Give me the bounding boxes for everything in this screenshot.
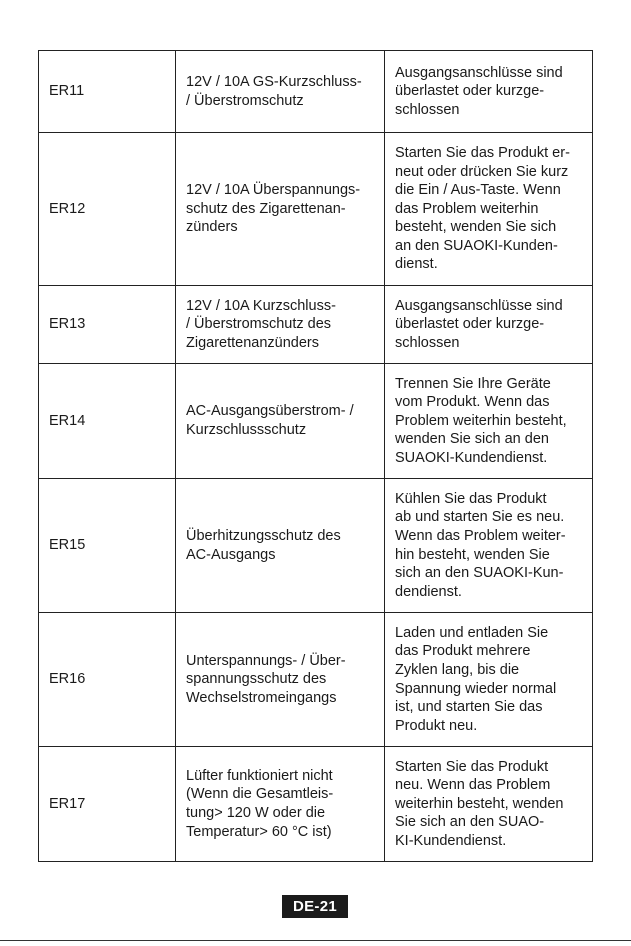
solution-text-line: Zyklen lang, bis die [395,661,520,678]
solution-text-line: hin besteht, wenden Sie [395,546,550,563]
fault-text-line: (Wenn die Gesamtleis- [186,786,334,803]
solution-text-line: weiterhin besteht, wenden [395,795,564,812]
solution-text-line: das Problem weiterhin [395,200,539,217]
solution-text-line: schlossen [395,334,460,351]
fault-text-line: spannungsschutz des [186,671,327,688]
fault-text-line: Temperatur> 60 °C ist) [186,823,332,840]
fault-description-cell [176,747,385,862]
solution-text-line: Ausgangsanschlüsse sind [395,297,563,314]
solution-text-line: Trennen Sie Ihre Geräte [395,375,551,392]
fault-description-cell [176,51,385,133]
fault-text-line: 12V / 10A Überspannungs- [186,182,361,199]
fault-description-cell [176,479,385,613]
solution-text-line: wenden Sie sich an den [395,431,549,448]
fault-description-cell [176,286,385,364]
solution-text-line: Laden und entladen Sie [395,624,549,641]
fault-description-cell [176,364,385,479]
solution-text-line: Sie sich an den SUAO- [395,814,545,831]
page-number-badge: DE-21 [282,895,348,918]
error-code-cell: ER11 [39,51,176,133]
error-code-cell: ER13 [39,286,176,364]
bottom-divider [0,940,631,941]
fault-text-line: tung> 120 W oder die [186,805,326,821]
solution-cell [385,747,593,862]
solution-text-line: besteht, wenden Sie sich [395,219,557,236]
solution-text-line: das Produkt mehrere [395,643,531,660]
solution-text-line: Ausgangsanschlüsse sind [395,64,563,81]
fault-text-line: AC-Ausgangs [186,546,276,563]
table-row [39,613,593,747]
fault-text-line: / Überstromschutz [186,92,304,109]
table-row [39,747,593,862]
solution-text-line: Produkt neu. [395,717,478,734]
fault-description-cell [176,133,385,286]
solution-text-line: KI-Kundendienst. [395,832,507,849]
solution-text-line: Wenn das Problem weiter- [395,527,566,544]
solution-text-line: Problem weiterhin besteht, [395,412,567,429]
solution-text-line: neu. Wenn das Problem [395,777,551,794]
fault-text-line: Zigarettenanzünders [186,334,319,351]
error-code-cell: ER12 [39,133,176,286]
solution-text-line: ist, und starten Sie das [395,699,543,716]
solution-text-line: schlossen [395,101,460,118]
fault-text-line: schutz des Zigarettenan- [186,200,346,217]
error-table-body [39,51,593,862]
table-row [39,51,593,133]
solution-cell [385,479,593,613]
error-code-cell: ER17 [39,747,176,862]
solution-text-line: überlastet oder kurzge- [395,316,545,333]
solution-text-line: Starten Sie das Produkt [395,758,549,775]
solution-text-line: Kühlen Sie das Produkt [395,490,547,507]
fault-text-line: Lüfter funktioniert nicht [186,767,333,784]
error-code-table [38,50,593,862]
solution-cell [385,51,593,133]
table-row [39,364,593,479]
solution-cell [385,364,593,479]
solution-text-line: sich an den SUAOKI-Kun- [395,565,564,582]
solution-cell [385,613,593,747]
solution-text-line: neut oder drücken Sie kurz [395,163,569,180]
solution-text-line: die Ein / Aus-Taste. Wenn [395,182,561,199]
fault-text-line: Überhitzungsschutz des [186,527,341,544]
solution-text-line: Starten Sie das Produkt er- [395,144,570,161]
solution-text-line: dienst. [395,256,438,273]
fault-text-line: 12V / 10A GS-Kurzschluss- [186,73,362,90]
solution-text-line: an den SUAOKI-Kunden- [395,237,558,254]
fault-text-line: AC-Ausgangsüberstrom- / [186,403,354,420]
solution-text-line: überlastet oder kurzge- [395,83,545,100]
solution-text-line: SUAOKI-Kundendienst. [395,449,548,466]
solution-cell [385,133,593,286]
table-row [39,286,593,364]
solution-text-line: vom Produkt. Wenn das [395,394,550,411]
fault-text-line: Kurzschlussschutz [186,422,307,438]
error-code-cell: ER15 [39,479,176,613]
solution-text-line: Spannung wieder normal [395,680,557,697]
error-code-cell: ER14 [39,364,176,479]
table-row [39,479,593,613]
solution-text-line: ab und starten Sie es neu. [395,509,565,526]
fault-description-cell [176,613,385,747]
solution-cell [385,286,593,364]
fault-text-line: / Überstromschutz des [186,316,332,333]
solution-text-line: dendienst. [395,583,462,600]
error-code-cell: ER16 [39,613,176,747]
table-row [39,133,593,286]
fault-text-line: Unterspannungs- / Über- [186,652,346,669]
fault-text-line: 12V / 10A Kurzschluss- [186,297,336,314]
fault-text-line: Wechselstromeingangs [186,689,337,706]
fault-text-line: zünders [186,219,238,236]
